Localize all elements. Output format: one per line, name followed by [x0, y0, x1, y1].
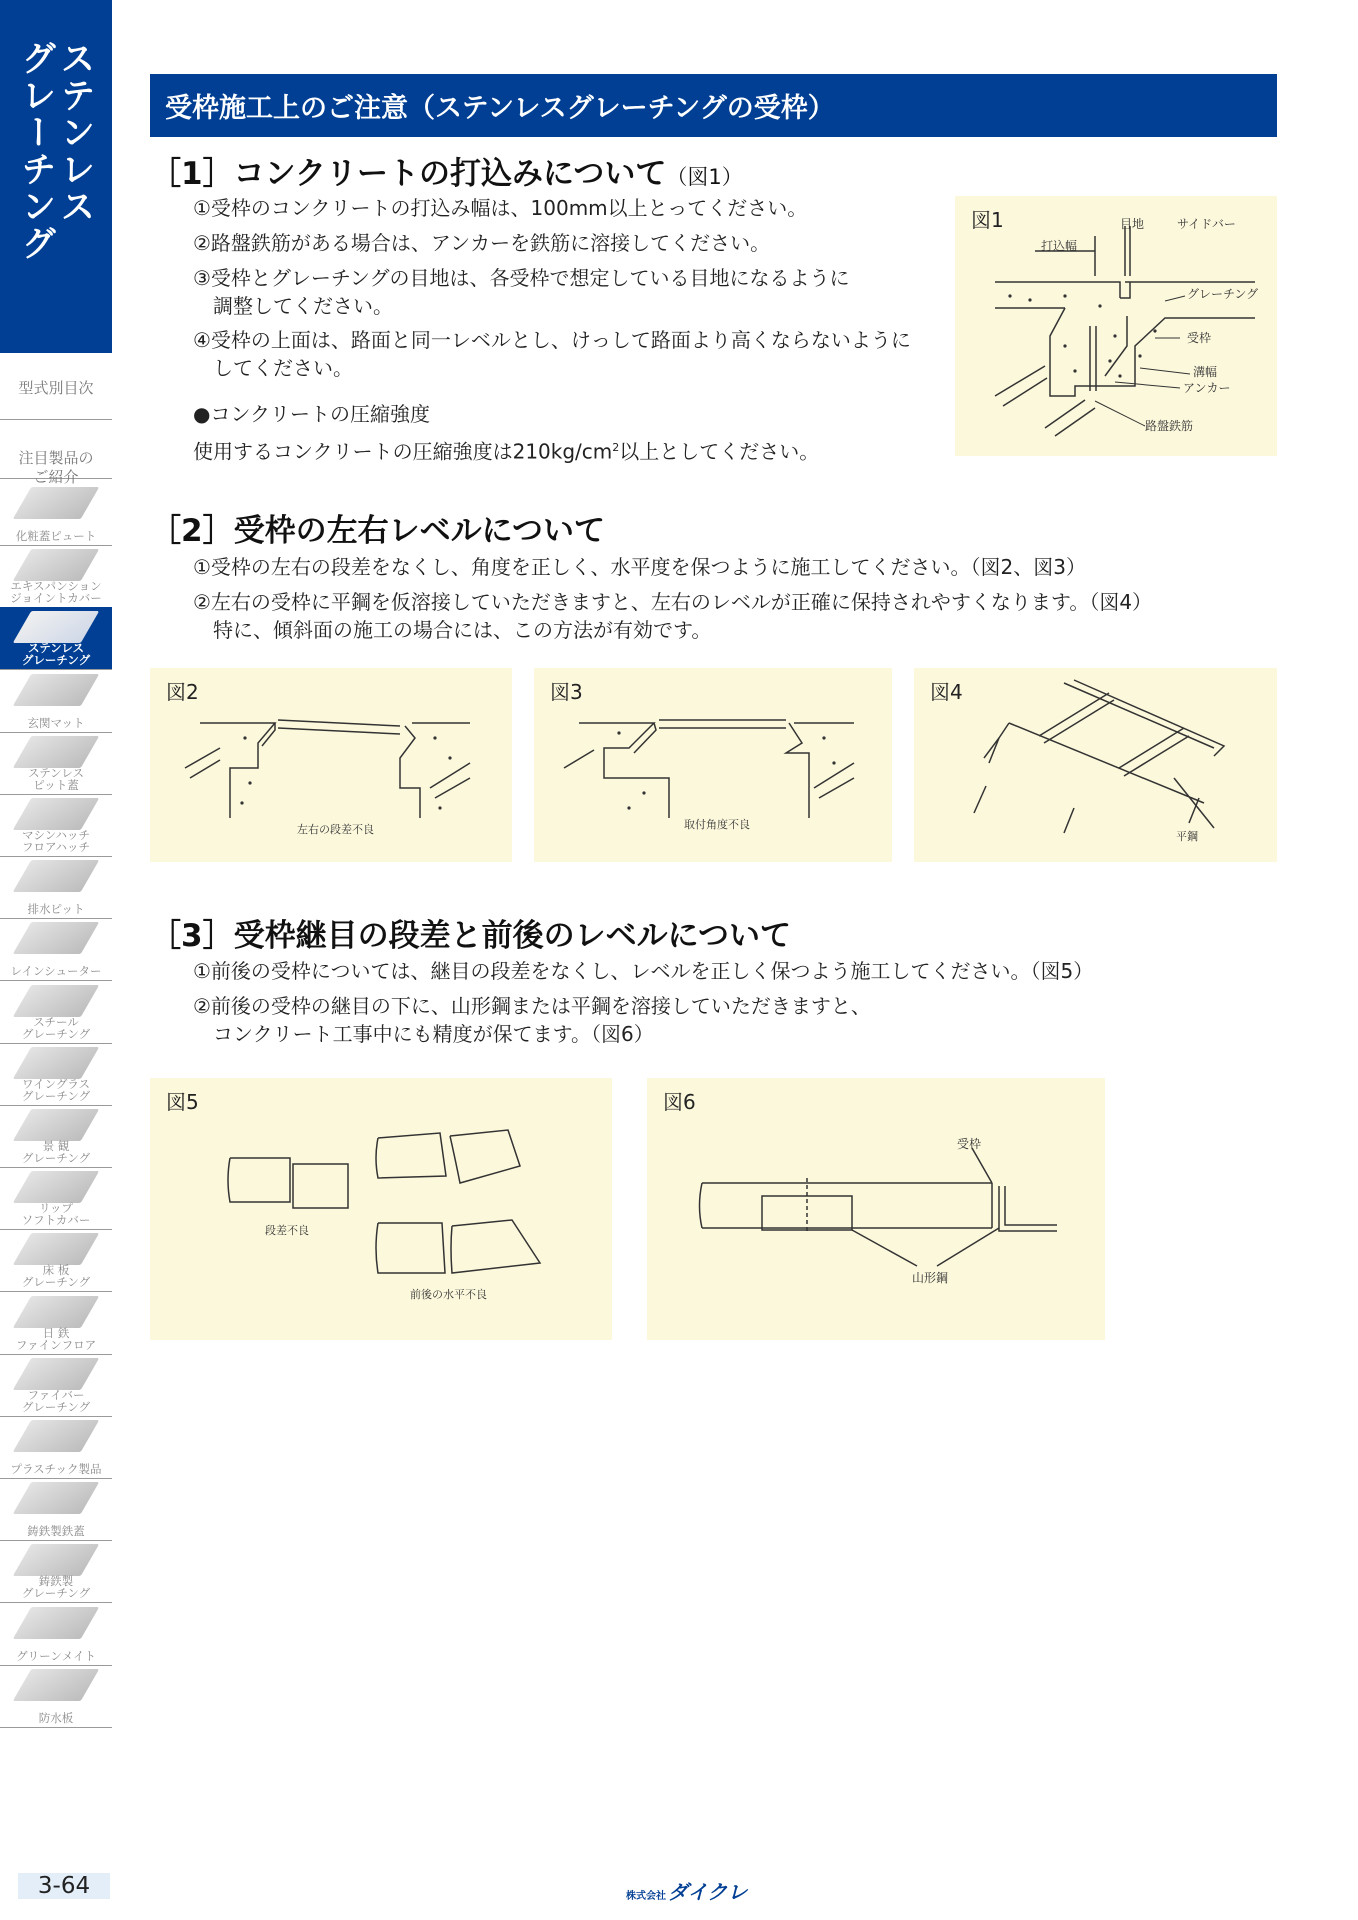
sidebar-item-label: プラスチック製品 [10, 1462, 102, 1476]
product-thumbnail [13, 985, 99, 1017]
sidebar-item[interactable] [0, 1167, 112, 1230]
product-thumbnail [13, 487, 99, 519]
sidebar-link-featured-label: 注目製品の ご紹介 [18, 449, 94, 486]
fig2-caption: 左右の段差不良 [297, 823, 374, 836]
fig1-grating-label: グレーチング [1187, 287, 1259, 301]
product-thumbnail [13, 1109, 99, 1141]
company-logo [626, 1876, 747, 1905]
fig1-pour-label: 打込幅 [1041, 239, 1078, 253]
fig1-frame-label: 受枠 [1187, 331, 1212, 345]
sidebar-item-label: スチール グレーチング [21, 1014, 91, 1041]
figure-4-label: 図4 [930, 680, 963, 704]
section-header-bar [150, 74, 1277, 137]
sidebar-link-featured[interactable] [0, 430, 112, 486]
fig4-caption: 平鋼 [1176, 830, 1198, 843]
sidebar-item-label: エキスパンション ジョイントカバー [10, 579, 102, 606]
figure-2 [150, 668, 512, 862]
sidebar-item[interactable] [0, 794, 112, 857]
sidebar-item-label: レインシューター [10, 964, 102, 979]
sidebar-item[interactable] [0, 1416, 112, 1479]
strength-text [193, 434, 819, 466]
figure-1 [955, 196, 1277, 456]
figure-5-label: 図5 [166, 1090, 199, 1114]
strength-text-a: 使用するコンクリートの圧縮強度は210kg/cm [193, 439, 613, 464]
section1-heading-text: ［1］コンクリートの打込みについて [150, 156, 667, 192]
section3-item-2: ②前後の受枠の継目の下に、山形鋼または平鋼を溶接していただきますと、 [193, 994, 871, 1018]
sidebar-item-label: グリーンメイト [16, 1648, 96, 1663]
sidebar-item-label: 鋳鉄製鉄蓋 [27, 1524, 85, 1539]
logo-prefix: 株式会社 [626, 1891, 666, 1902]
sidebar-item-label: 排水ピット [27, 902, 85, 917]
sidebar-item-label: 床 板 グレーチング [21, 1263, 91, 1290]
sidebar-item-label: 日 鉄 ファインフロア [15, 1325, 97, 1352]
section2-item-2: ②左右の受枠に平鋼を仮溶接していただきますと、左右のレベルが正確に保持されやすくなります。（図4） [193, 590, 1153, 614]
strength-text-sup: 2 [612, 441, 620, 454]
sidebar-item-label: 景 観 グレーチング [21, 1139, 91, 1165]
sidebar-item[interactable] [0, 670, 112, 733]
product-thumbnail [13, 1233, 99, 1265]
figure-6 [647, 1078, 1105, 1340]
strength-title: ●コンクリートの圧縮強度 [193, 402, 431, 426]
sidebar-item[interactable] [0, 1603, 112, 1666]
fig1-anchor-label: アンカー [1183, 381, 1231, 395]
product-thumbnail [13, 860, 99, 892]
product-thumbnail [13, 736, 99, 768]
product-thumbnail [13, 1171, 99, 1203]
sidebar-category-title [0, 0, 112, 353]
fig1-width-label: 溝幅 [1193, 365, 1218, 379]
sidebar-item[interactable] [0, 918, 112, 981]
sidebar-item-label: ステンレス グレーチング [21, 641, 91, 668]
sidebar-item-label: 防水板 [38, 1710, 74, 1725]
sidebar-title-line1: ステンレス [55, 40, 95, 225]
fig6-caption-a: 受枠 [957, 1137, 982, 1151]
fig1-joint-label: 目地 [1120, 217, 1145, 231]
sidebar-item[interactable] [0, 981, 112, 1044]
product-thumbnail [13, 549, 99, 581]
sidebar-item[interactable] [0, 607, 112, 670]
sidebar-item[interactable] [0, 732, 112, 795]
section3-heading: ［3］受枠継目の段差と前後のレベルについて [150, 918, 791, 954]
product-thumbnail [13, 922, 99, 954]
strength-text-b: 以上としてください。 [619, 439, 820, 464]
sidebar-item-label: 玄関マット [27, 715, 85, 730]
product-thumbnail [13, 1420, 99, 1452]
section1-heading [150, 148, 743, 193]
sidebar-item[interactable] [0, 545, 112, 608]
figure-1-label: 図1 [971, 208, 1004, 232]
sidebar-item[interactable] [0, 856, 112, 919]
sidebar-item[interactable] [0, 1354, 112, 1417]
fig1-sidebar-label: サイドバー [1177, 217, 1236, 231]
figure-3-drawing [534, 668, 892, 862]
fig5-caption-b: 前後の水平不良 [410, 1288, 487, 1301]
section1-item-2: ②路盤鉄筋がある場合は、アンカーを鉄筋に溶接してください。 [193, 231, 771, 255]
figure-2-drawing [150, 668, 512, 862]
product-thumbnail [13, 674, 99, 706]
figure-5 [150, 1078, 612, 1340]
sidebar-item-label: ワイングラス グレーチング [21, 1076, 91, 1103]
section2-item-1: ①受枠の左右の段差をなくし、角度を正しく、水平度を保つように施工してください。（図2、図3） [193, 555, 1086, 579]
figure-2-label: 図2 [166, 680, 199, 704]
sidebar-item-label: 化粧蓋ピュート [15, 529, 97, 543]
product-thumbnail [13, 1669, 99, 1701]
sidebar-item[interactable] [0, 1292, 112, 1355]
sidebar-item-label: ステンレス ピット蓋 [27, 765, 85, 792]
figure-1-drawing [955, 196, 1277, 456]
product-thumbnail [13, 1544, 99, 1576]
product-thumbnail [13, 611, 99, 643]
sidebar-item[interactable] [0, 1665, 112, 1728]
sidebar-item[interactable] [0, 1043, 112, 1106]
sidebar-item[interactable] [0, 1105, 112, 1168]
product-thumbnail [13, 1047, 99, 1079]
sidebar-item[interactable] [0, 1540, 112, 1603]
section1-item-1: ①受枠のコンクリートの打込み幅は、100mm以上とってください。 [193, 196, 808, 220]
figure-5-drawing [150, 1078, 612, 1340]
section1-item-4: ④受枠の上面は、路面と同一レベルとし、けっして路面より高くならないように [193, 328, 911, 352]
fig5-caption-a: 段差不良 [265, 1224, 309, 1237]
section1-item-4-cont: してください。 [193, 356, 353, 380]
fig3-caption: 取付角度不良 [684, 818, 750, 831]
figure-6-drawing [647, 1078, 1105, 1340]
page-title: 受枠施工上のご注意（ステンレスグレーチングの受枠） [165, 93, 835, 124]
product-thumbnail [13, 1482, 99, 1514]
fig6-caption-b: 山形鋼 [912, 1271, 949, 1285]
product-thumbnail [13, 1358, 99, 1390]
sidebar-link-catalog-label: 型式別目次 [18, 379, 94, 397]
figure-3 [534, 668, 892, 862]
section1-heading-ref: （図1） [666, 165, 743, 189]
section3-item-2-cont: コンクリート工事中にも精度が保てます。（図6） [193, 1022, 654, 1046]
figure-3-label: 図3 [550, 680, 583, 704]
sidebar-item-label: ファイバー グレーチング [21, 1387, 91, 1414]
sidebar-item-label: リップ ソフトカバー [21, 1201, 91, 1228]
sidebar-item-label: 鋳鉄製 グレーチング [21, 1574, 91, 1601]
section3-item-1: ①前後の受枠については、継目の段差をなくし、レベルを正しく保つよう施工してください。（図5） [193, 959, 1094, 983]
figure-4 [914, 668, 1277, 862]
page-number: 3-64 [18, 1873, 110, 1899]
section1-item-3: ③受枠とグレーチングの目地は、各受枠で想定している目地になるように [193, 266, 850, 290]
sidebar-item[interactable] [0, 1478, 112, 1541]
product-thumbnail [13, 798, 99, 830]
product-thumbnail [13, 1296, 99, 1328]
sidebar-item[interactable] [0, 1229, 112, 1292]
logo-text: ダイクレ [668, 1880, 748, 1904]
sidebar-item-label: マシンハッチ フロアハッチ [21, 828, 91, 854]
figure-4-drawing [914, 668, 1277, 862]
product-thumbnail [13, 1607, 99, 1639]
fig1-rebar-label: 路盤鉄筋 [1145, 419, 1194, 433]
sidebar-link-catalog[interactable] [0, 375, 112, 420]
section1-item-3-cont: 調整してください。 [193, 294, 393, 318]
section2-heading: ［2］受枠の左右レベルについて [150, 513, 605, 549]
figure-6-label: 図6 [663, 1090, 696, 1114]
sidebar-item[interactable] [0, 483, 112, 546]
section2-item-2-cont: 特に、傾斜面の施工の場合には、この方法が有効です。 [193, 618, 712, 642]
sidebar-title-line2: グレーチング [16, 40, 56, 262]
